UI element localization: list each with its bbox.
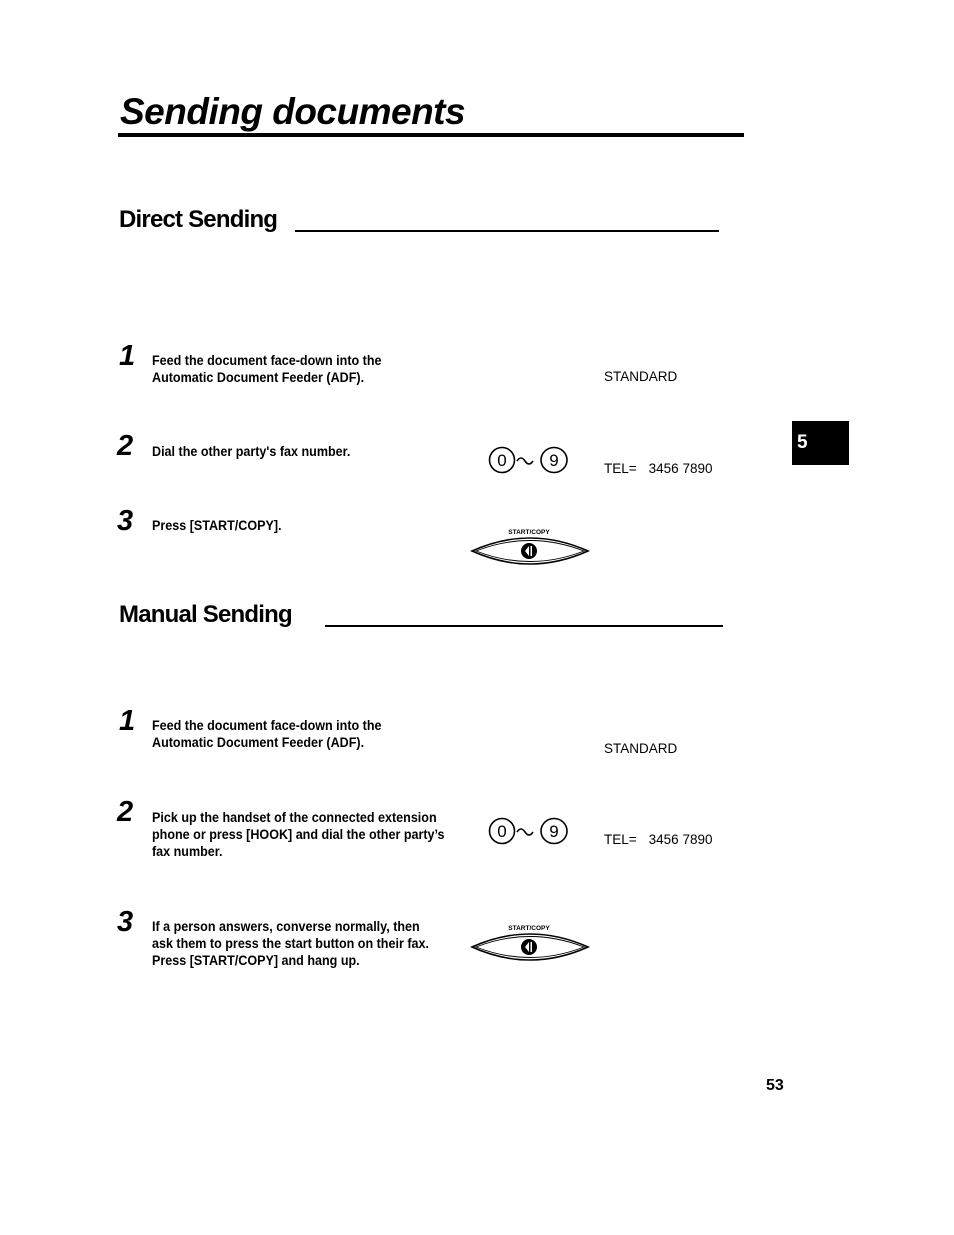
lcd-value: 3456 7890 <box>648 832 713 847</box>
step-number: 3 <box>117 906 134 938</box>
start-copy-button-icon <box>470 525 590 567</box>
step-number: 1 <box>119 340 136 372</box>
start-copy-label: START/COPY <box>508 925 550 932</box>
step-number: 1 <box>119 705 136 737</box>
lcd-display: STANDARD <box>604 741 678 756</box>
numeric-keys-0-9-icon <box>488 816 570 846</box>
key-label: 0 <box>497 822 507 841</box>
section-heading-direct-sending: Direct Sending <box>119 206 278 233</box>
step-number: 2 <box>117 796 134 828</box>
step-text: Feed the document face-down into the Automatic Document Feeder (ADF). <box>152 353 382 385</box>
step-text: Feed the document face-down into the Automatic Document Feeder (ADF). <box>152 718 382 750</box>
numeric-keys-0-9-icon <box>488 445 570 475</box>
lcd-display <box>604 831 712 848</box>
section-rule <box>295 230 719 232</box>
section-heading-manual-sending: Manual Sending <box>119 601 292 628</box>
lcd-display: STANDARD <box>604 369 678 384</box>
step-text: Press [START/COPY]. <box>152 518 282 533</box>
title-rule <box>118 133 744 137</box>
section-rule <box>325 625 723 627</box>
page-title: Sending documents <box>120 91 466 132</box>
step-text: Pick up the handset of the connected extension phone or press [HOOK] and dial the other party’s fax number. <box>152 810 445 859</box>
step-text: Dial the other party's fax number. <box>152 444 351 459</box>
lcd-label: TEL= <box>604 461 637 476</box>
lcd-display <box>604 460 712 477</box>
page-number: 53 <box>766 1077 784 1094</box>
step-number: 3 <box>117 505 134 537</box>
step-number: 2 <box>117 430 134 462</box>
key-label: 9 <box>549 451 559 470</box>
lcd-value: 3456 7890 <box>648 461 713 476</box>
key-label: 0 <box>497 451 507 470</box>
key-label: 9 <box>549 822 559 841</box>
step-text: If a person answers, converse normally, then ask them to press the start button on their fax. Press [START/COPY] and hang up. <box>152 919 429 968</box>
start-copy-label: START/COPY <box>508 529 550 536</box>
start-copy-button-icon <box>470 921 590 963</box>
lcd-label: TEL= <box>604 832 637 847</box>
chapter-tab: 5 <box>792 421 849 465</box>
